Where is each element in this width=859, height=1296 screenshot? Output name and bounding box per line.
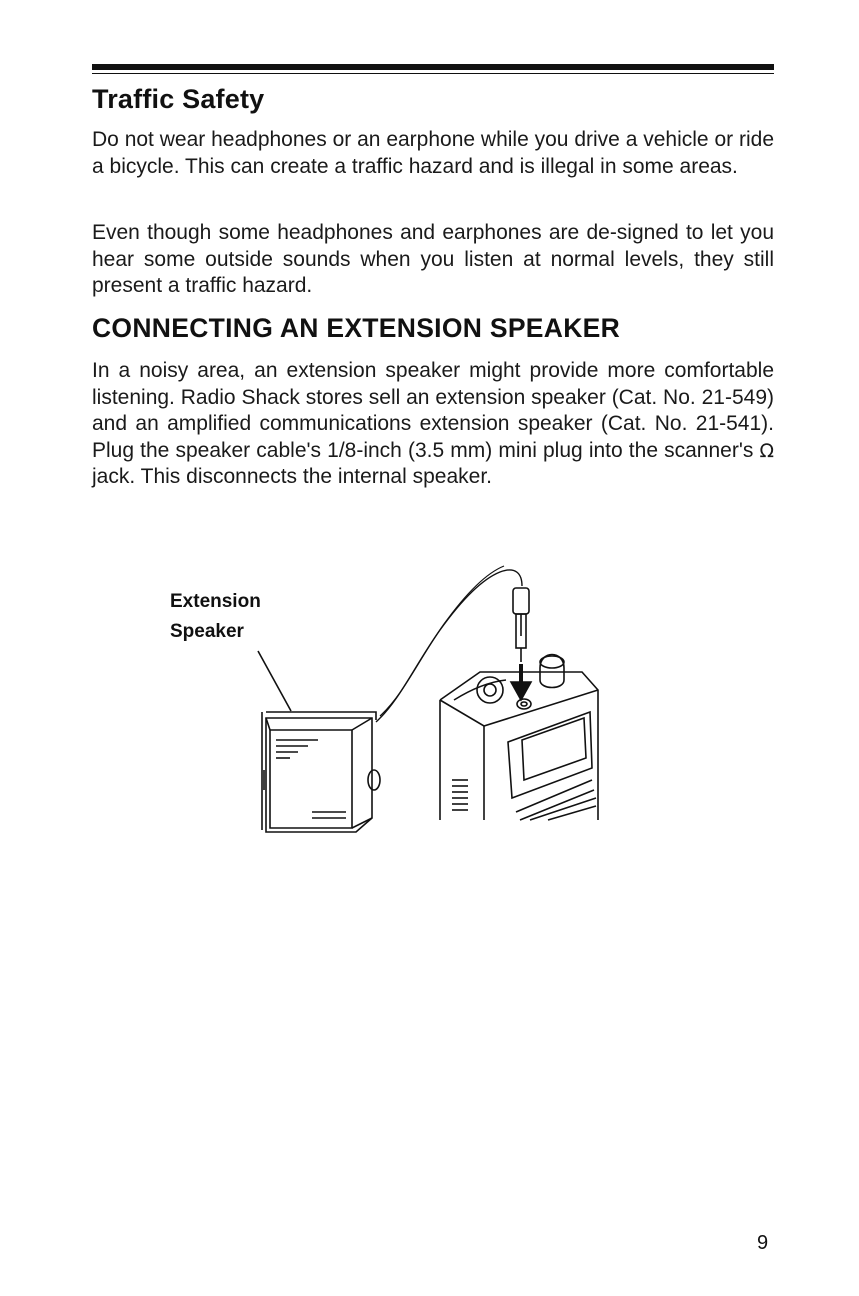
figure-label-extension: Extension — [170, 591, 261, 612]
mini-plug-icon — [513, 588, 529, 662]
extension-speaker-heading: CONNECTING AN EXTENSION SPEAKER — [92, 313, 621, 343]
speaker-connection-illustration — [160, 560, 610, 840]
traffic-safety-paragraph-2: Even though some headphones and earphones are de-signed to let you hear some outside sounds when you listen at normal levels, they still present a traffic hazard. — [92, 221, 774, 297]
page-number: 9 — [757, 1232, 769, 1254]
headphone-jack-icon: Ω — [759, 439, 774, 462]
insert-arrow-icon — [511, 664, 531, 700]
header-rule-thick — [92, 64, 774, 70]
header-rule-thin — [92, 73, 774, 74]
label-leader-line — [258, 651, 291, 711]
traffic-safety-heading: Traffic Safety — [92, 84, 265, 114]
extension-speaker-icon — [262, 712, 380, 832]
extension-speaker-paragraph — [92, 358, 774, 491]
figure-label-speaker: Speaker — [170, 621, 244, 642]
paragraph-text-end: jack. This disconnects the internal speaker. — [92, 465, 492, 488]
traffic-safety-paragraph-1: Do not wear headphones or an earphone while you drive a vehicle or ride a bicycle. This can create a traffic hazard and is illegal in some areas. — [92, 128, 774, 178]
paragraph-text-start: In a noisy area, an extension speaker might provide more comfortable listening. Radio Shack stores sell an extension speaker (Cat. No. 21-549) and an amplified communications extension speaker (Cat. No. 21-541). Plug the speaker cable's 1/8-inch (3.5 mm) mini plug into the scanner's — [92, 359, 774, 462]
